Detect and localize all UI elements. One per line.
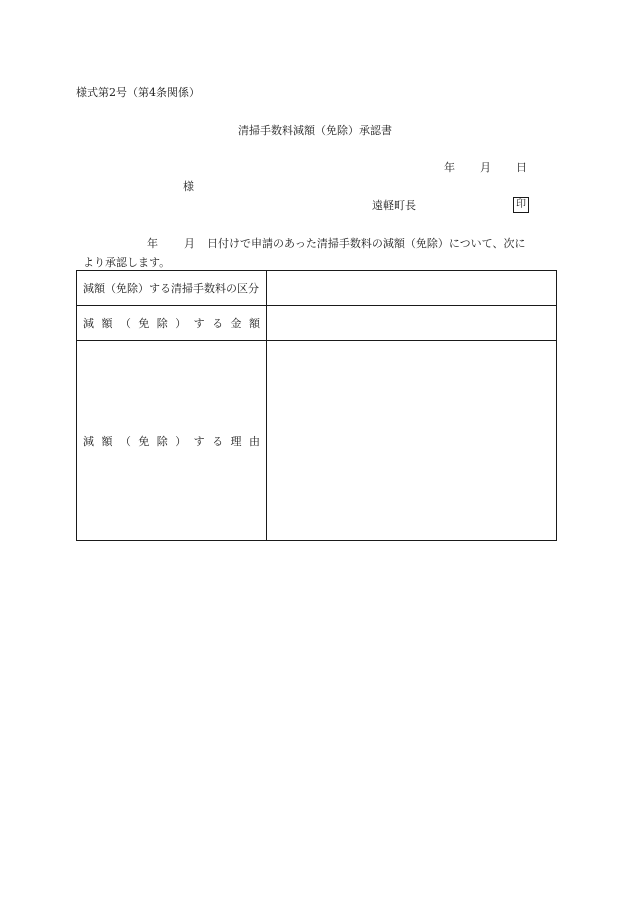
label-char: 額 <box>248 317 260 330</box>
amount-value-cell <box>267 306 557 341</box>
body-month-label: 月 <box>184 237 195 250</box>
body-text-line1: 日付けで申請のあった清掃手数料の減額（免除）について、次に <box>207 237 526 250</box>
body-year-label: 年 <box>147 237 158 250</box>
label-char: 減 <box>83 317 94 330</box>
label-char: 免 <box>138 317 150 330</box>
label-char: 除 <box>156 317 168 330</box>
label-char: 額 <box>101 317 113 330</box>
addressee-suffix: 様 <box>183 180 194 193</box>
date-month-label: 月 <box>480 161 491 174</box>
amount-label-cell <box>77 306 267 341</box>
table-row <box>77 341 557 541</box>
date-day-label: 日 <box>516 161 527 174</box>
label-char: す <box>193 434 205 448</box>
reason-label-cell <box>77 341 267 541</box>
seal-mark: 印 <box>513 197 529 213</box>
category-label: 減額（免除）する清掃手数料の区分 <box>77 271 267 306</box>
label-char: 理 <box>230 434 242 448</box>
label-char: る <box>212 434 224 448</box>
label-char: 額 <box>101 434 113 448</box>
label-char: 金 <box>230 317 242 330</box>
label-char: （ <box>119 434 131 448</box>
label-char: す <box>193 317 205 330</box>
table-row <box>77 306 557 341</box>
date-year-label: 年 <box>444 161 455 174</box>
label-char: （ <box>119 317 131 330</box>
issuer-name: 遠軽町長 <box>372 199 416 212</box>
label-char: ） <box>175 434 187 448</box>
body-text-line2: より承認します。 <box>83 256 171 269</box>
amount-label <box>83 315 260 331</box>
label-char: 免 <box>138 434 150 448</box>
label-char: 由 <box>248 434 260 448</box>
document-title: 清掃手数料減額（免除）承認書 <box>238 124 392 137</box>
approval-table <box>76 270 557 541</box>
label-char: 減 <box>83 434 94 448</box>
reason-value-cell <box>267 341 557 541</box>
label-char: 除 <box>156 434 168 448</box>
reason-label <box>83 433 260 449</box>
category-value-cell <box>267 271 557 306</box>
form-number: 様式第2号（第4条関係） <box>76 86 200 99</box>
table-row <box>77 271 557 306</box>
label-char: る <box>212 317 224 330</box>
label-char: ） <box>175 317 187 330</box>
